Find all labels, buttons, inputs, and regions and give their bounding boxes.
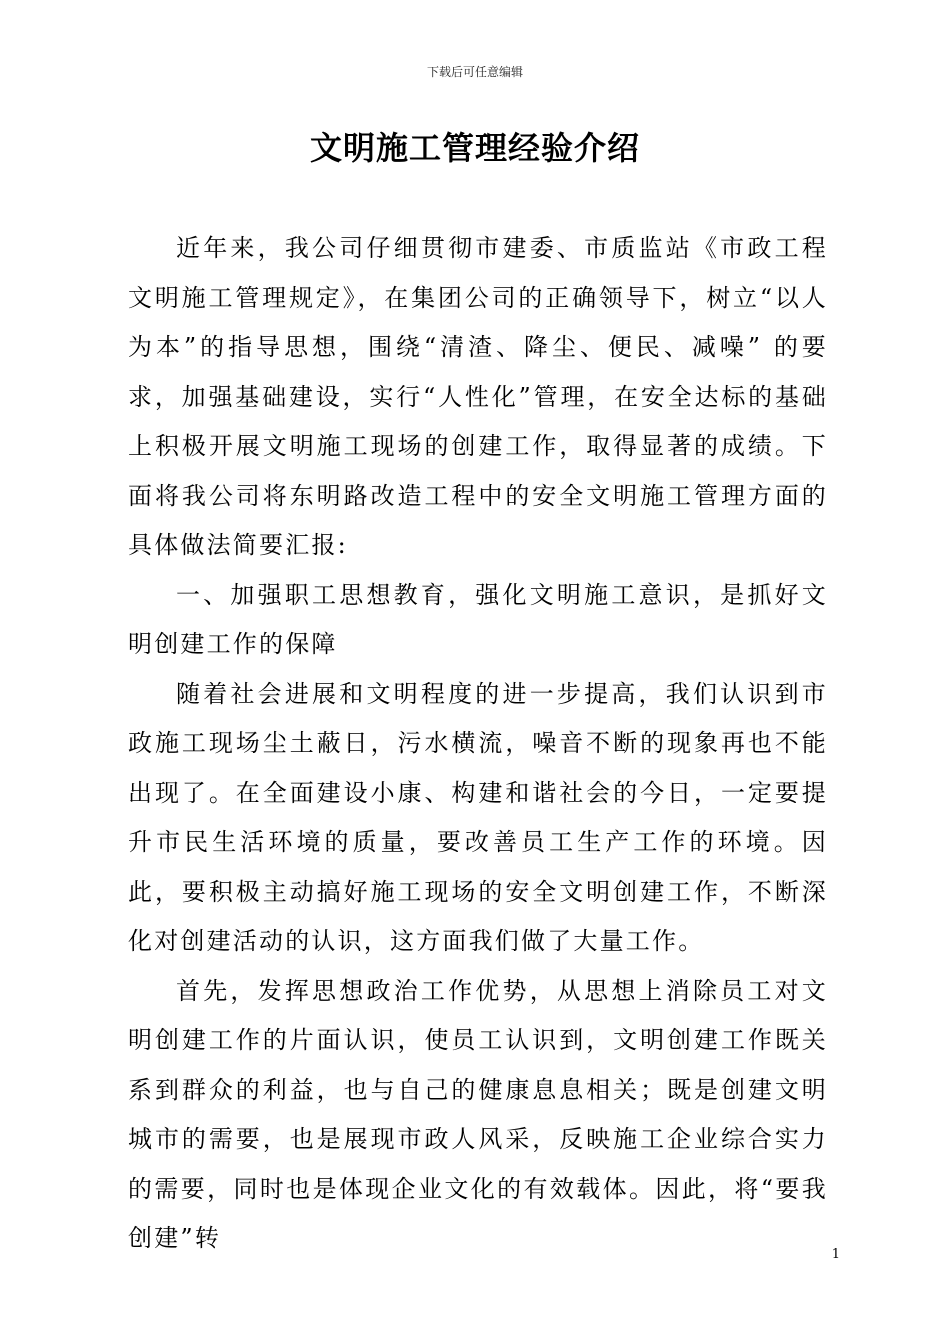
paragraph-background: 随着社会进展和文明程度的进一步提高，我们认识到市政施工现场尘土蔽日，污水横流，噪音不断的现象再也不能出现了。在全面建设小康、构建和谐社会的今日，一定要提升市民生活环境的质量，要改善员工生产工作的环境。因此，要积极主动搞好施工现场的安全文明创建工作，不断深化对创建活动的认识，这方面我们做了大量工作。 [128,679,828,955]
page-number: 1 [831,1247,840,1262]
paragraph-section-heading: 一、加强职工思想教育，强化文明施工意识，是抓好文明创建工作的保障 [128,580,828,658]
document-body [128,224,828,1264]
document-title: 文明施工管理经验介绍 [309,129,640,167]
paragraph-first-measure: 首先，发挥思想政治工作优势，从思想上消除员工对文明创建工作的片面认识，使员工认识到，文明创建工作既关系到群众的利益，也与自己的健康息息相关；既是创建文明城市的需要，也是展现市政人风采，反映施工企业综合实力的需要，同时也是体现企业文化的有效载体。因此，将“要我创建”转 [128,976,828,1252]
paragraph-intro: 近年来，我公司仔细贯彻市建委、市质监站《市政工程文明施工管理规定》，在集团公司的正确领导下，树立“以人为本”的指导思想，围绕“清渣、降尘、便民、减噪” 的要求，加强基础建设，实行“人性化”管理，在安全达标的基础上积极开展文明施工现场的创建工作，取得显著的成绩。下面将我公司将东明路改造工程中的安全文明施工管理方面的具体做法简要汇报: [128,234,828,559]
header-note: 下载后可任意编辑 [426,65,523,79]
